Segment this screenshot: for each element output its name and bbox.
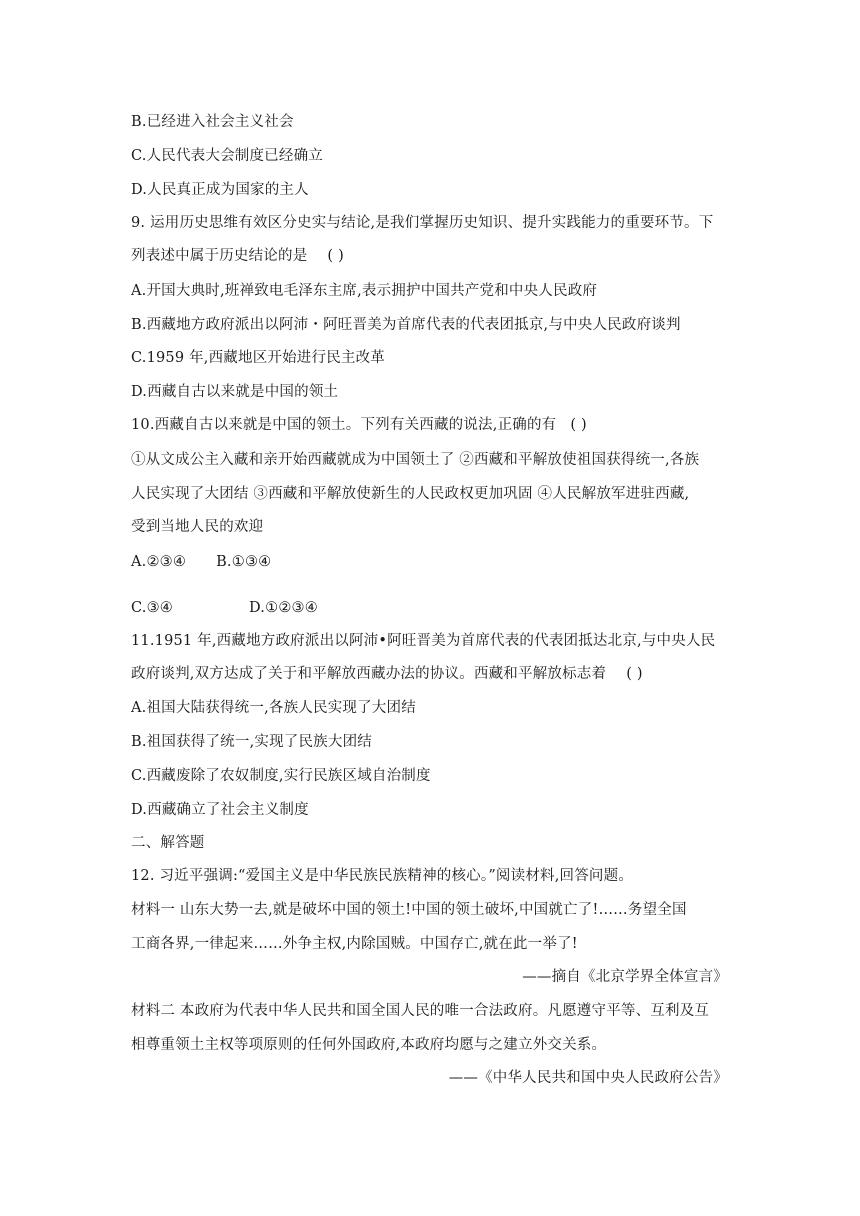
q11-stem-text: 政府谈判,双方达成了关于和平解放西藏办法的协议。西藏和平解放标志着 xyxy=(131,666,607,682)
q9-option-a: A.开国大典时,班禅致电毛泽东主席,表示拥护中国共产党和中央人民政府 xyxy=(131,283,598,299)
q10-options-cd xyxy=(131,598,731,618)
q10-statements-line3: 受到当地人民的欢迎 xyxy=(131,519,264,535)
q11-option-a: A.祖国大陆获得统一,各族人民实现了大团结 xyxy=(131,700,416,716)
q10-stem xyxy=(131,415,731,435)
q9-option-c: C.1959 年,西藏地区开始进行民主改革 xyxy=(131,350,386,366)
q12-material2-line2: 相尊重领土主权等项原则的任何外国政府,本政府均愿与之建立外交关系。 xyxy=(131,1037,607,1053)
q10-option-c: C.③④ xyxy=(131,600,173,616)
q9-stem-text: 列表述中属于历史结论的是 xyxy=(131,248,308,264)
q10-statements-line2: 人民实现了大团结 ③西藏和平解放使新生的人民政权更加巩固 ④人民解放军进驻西藏, xyxy=(131,486,690,502)
q12-material1-line2: 工商各界,一律起来……外争主权,内除国贼。中国存亡,就在此一举了! xyxy=(131,936,578,952)
q10-option-b: B.①③④ xyxy=(216,554,272,570)
q11-option-c: C.西藏废除了农奴制度,实行民族区域自治制度 xyxy=(131,768,431,784)
q9-option-b: B.西藏地方政府派出以阿沛・阿旺晋美为首席代表的代表团抵京,与中央人民政府谈判 xyxy=(131,317,681,333)
q12-material1-line1: 材料一 山东大势一去,就是破坏中国的领土!中国的领土破坏,中国就亡了!……务望全国 xyxy=(131,902,687,918)
q9-stem-line2 xyxy=(131,246,731,266)
q11-answer-bracket: ( ) xyxy=(626,666,643,682)
section-heading: 二、解答题 xyxy=(131,835,205,851)
q11-option-b: B.祖国获得了统一,实现了民族大团结 xyxy=(131,734,372,750)
q10-answer-bracket: ( ) xyxy=(570,417,587,433)
q12-stem: 12. 习近平强调:“爱国主义是中华民族民族精神的核心。”阅读材料,回答问题。 xyxy=(131,868,634,884)
q9-stem-line1: 9. 运用历史思维有效区分史实与结论,是我们掌握历史知识、提升实践能力的重要环节。下 xyxy=(131,215,714,231)
q8-option-d: D.人民真正成为国家的主人 xyxy=(131,182,309,198)
q10-option-a: A.②③④ xyxy=(131,554,187,570)
q11-stem-line2 xyxy=(131,664,731,684)
q12-material1-source: ——摘自《北京学界全体宣言》 xyxy=(522,969,728,985)
q8-option-c: C.人民代表大会制度已经确立 xyxy=(131,148,323,164)
q9-option-d: D.西藏自古以来就是中国的领土 xyxy=(131,384,339,400)
q10-option-d: D.①②③④ xyxy=(249,600,318,616)
q9-answer-bracket: ( ) xyxy=(327,248,344,264)
q10-statements-line1: ①从文成公主入藏和亲开始西藏就成为中国领土了 ②西藏和平解放使祖国获得统一,各族 xyxy=(131,452,700,468)
q12-material2-source: ——《中华人民共和国中央人民政府公告》 xyxy=(448,1070,728,1086)
q11-option-d: D.西藏确立了社会主义制度 xyxy=(131,802,309,818)
q10-stem-text: 10.西藏自古以来就是中国的领土。下列有关西藏的说法,正确的有 xyxy=(131,417,557,433)
q11-stem-line1: 11.1951 年,西藏地方政府派出以阿沛•阿旺晋美为首席代表的代表团抵达北京,与中央人民 xyxy=(131,633,716,649)
q10-options-ab xyxy=(131,552,731,572)
q12-material2-line1: 材料二 本政府为代表中华人民共和国全国人民的唯一合法政府。凡愿遵守平等、互利及互 xyxy=(131,1003,710,1019)
q8-option-b: B.已经进入社会主义社会 xyxy=(131,114,294,130)
